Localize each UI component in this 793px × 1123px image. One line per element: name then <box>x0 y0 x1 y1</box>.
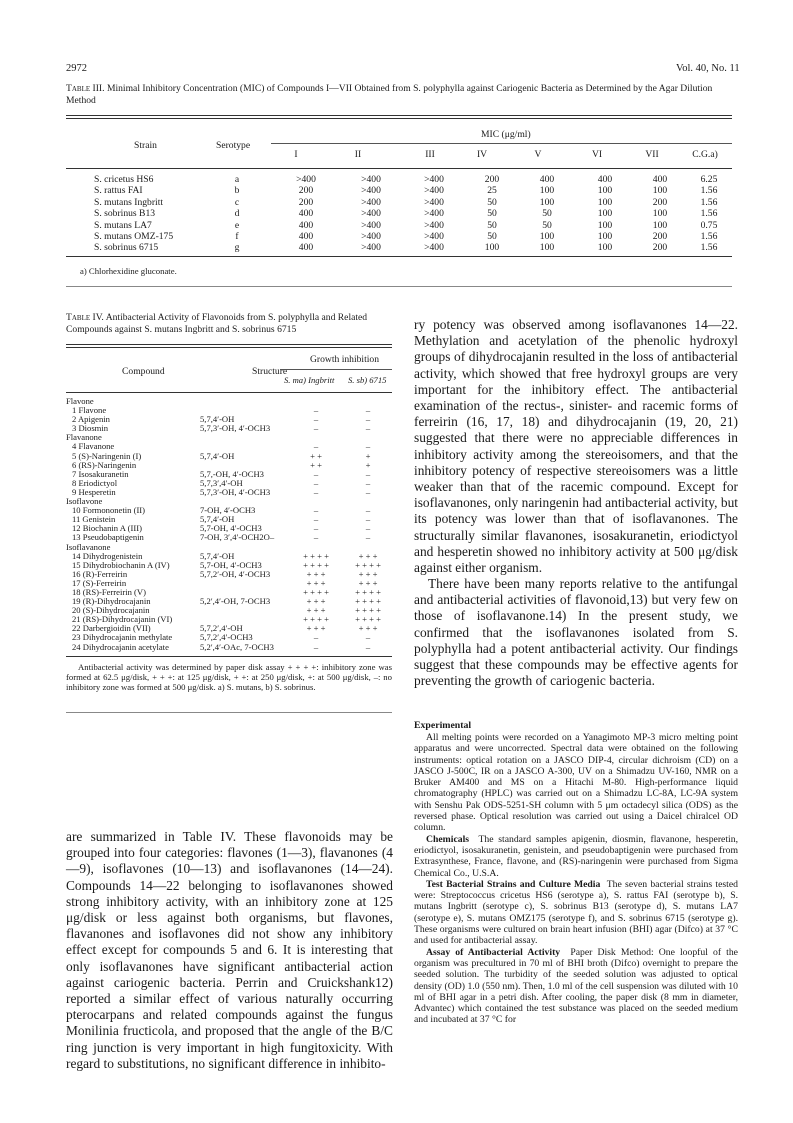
mic-value-cell: 0.75 <box>700 219 718 231</box>
mic-value-cell: 1.56 <box>700 208 718 220</box>
structure-cell: 5,7,2′,4′-OCH3 <box>200 632 253 643</box>
inhibition-cell: + + + <box>358 550 378 561</box>
table4-caption-text: Antibacterial Activity of Flavonoids from S. polyphylla and Related Compounds against S. mutans Ingbritt and S. sobrinus 6715 <box>66 312 368 335</box>
inhibition-cell: – <box>313 423 319 434</box>
inhibition-cell: – <box>313 468 319 479</box>
mic-value-cell: 50 <box>487 208 497 220</box>
mic-value-cell: 100 <box>652 219 668 231</box>
strains-text: The seven bacterial strains tested were: Streptococcus cricetus HS6 (serotype a), S. rattus FAI (serotype b), S. mutans Ingbritt (serotype c), S. sobrinus B13 (serotype d), S. mutans LA7 (serotype e), S. mutans OMZ175 (serotype f), and S. sobrinus 6715 (serotype g). These organisms were cultured on brain heart infusion (BHI) agar (Difco) at 37 °C and used for antibacterial assay. <box>414 878 738 947</box>
mic-value-cell: >400 <box>296 174 316 185</box>
mic-col-header: VII <box>645 149 659 160</box>
mic-value-cell: 400 <box>597 174 613 185</box>
mic-value-cell: 200 <box>652 231 668 243</box>
inhibition-cell: – <box>365 532 371 543</box>
mic-value-cell: 100 <box>539 231 555 243</box>
serotype-cell: g <box>234 242 240 254</box>
mic-value-cell: 100 <box>539 185 555 197</box>
inhibition-cell: + + + <box>358 623 378 634</box>
compound-cell: 12 Biochanin A (III) <box>72 523 142 534</box>
mic-value-cell: 50 <box>487 196 497 208</box>
mic-value-cell: >400 <box>424 208 444 220</box>
mic-value-cell: >400 <box>361 231 381 243</box>
compound-cell: 1 Flavone <box>72 405 107 416</box>
chemicals-heading: Chemicals <box>426 833 470 845</box>
serotype-cell: e <box>234 219 240 231</box>
compound-cell: 18 (RS)-Ferreirin (V) <box>72 586 146 597</box>
table-row <box>66 185 732 196</box>
inhibition-cell: – <box>365 641 371 652</box>
inhibition-cell: – <box>365 632 371 643</box>
strains-heading: Test Bacterial Strains and Culture Media <box>426 878 601 890</box>
strains-paragraph <box>414 879 738 947</box>
journal-volume: Vol. 40, No. 11 <box>676 63 740 74</box>
compound-cell: 22 Darbergioidin (VII) <box>72 623 151 634</box>
mic-value-cell: 6.25 <box>700 174 718 185</box>
strain-cell: S. cricetus HS6 <box>94 174 154 185</box>
structure-cell <box>200 579 288 588</box>
table3-caption <box>66 83 732 106</box>
inhibition-cell: + + <box>310 450 322 461</box>
compound-cell: 6 (RS)-Naringenin <box>72 459 137 470</box>
inhibition-cell: + + + + <box>355 614 381 625</box>
mic-value-cell: 200 <box>652 196 668 208</box>
table3-bottom-rule <box>66 256 732 257</box>
mic-value-cell: 400 <box>298 219 314 231</box>
inhibition-cell: – <box>313 414 319 425</box>
table4-end-rule <box>66 712 392 713</box>
inhibition-cell: + + + <box>306 596 326 607</box>
table3-body <box>66 174 732 254</box>
mic-value-cell: 200 <box>298 185 314 197</box>
inhibition-cell: + <box>365 450 371 461</box>
compound-cell: 4 Flavanone <box>72 441 115 452</box>
inhibition-cell: + + + <box>358 577 378 588</box>
mic-value-cell: >400 <box>424 196 444 208</box>
chemicals-paragraph <box>414 834 738 879</box>
mic-col-header: III <box>425 149 435 160</box>
structure-cell: 7-OH, 4′-OCH3 <box>200 505 256 516</box>
mic-value-cell: 100 <box>597 242 613 254</box>
inhibition-cell: – <box>313 486 319 497</box>
inhibition-cell: + + + + <box>303 614 329 625</box>
mic-subrule <box>271 143 732 144</box>
inhibition-cell: + + + <box>358 568 378 579</box>
inhibition-cell: – <box>313 523 319 534</box>
mic-value-cell: 25 <box>487 185 497 197</box>
table-row <box>66 231 732 242</box>
table3-header <box>66 124 732 162</box>
col-ss-header: S. sb) 6715 <box>348 375 387 385</box>
inhibition-cell: – <box>365 505 371 516</box>
mic-col-header: VI <box>591 149 603 160</box>
compound-cell: 23 Dihydrocajanin methylate <box>72 632 173 643</box>
table-group-row <box>66 397 392 406</box>
col-sm-header: S. ma) Ingbritt <box>284 375 335 385</box>
table-row <box>66 488 392 497</box>
compound-cell: 14 Dihydrogenistein <box>72 550 143 561</box>
inhibition-cell: – <box>365 468 371 479</box>
mic-value-cell: 400 <box>298 242 314 254</box>
compound-cell: 8 Eriodictyol <box>72 477 118 488</box>
mic-value-cell: 400 <box>652 174 668 185</box>
experimental-section <box>414 732 738 1026</box>
mic-value-cell: 200 <box>298 196 314 208</box>
assay-paragraph <box>414 947 738 1026</box>
table-row <box>66 533 392 542</box>
mic-value-cell: >400 <box>361 174 381 185</box>
table3-top-rule <box>66 115 732 119</box>
strain-cell: S. mutans Ingbritt <box>94 196 164 208</box>
inhibition-cell: + + + + <box>355 596 381 607</box>
mic-col-header: C.G.a) <box>692 149 718 160</box>
serotype-cell: c <box>234 196 240 208</box>
mic-value-cell: 100 <box>539 242 555 254</box>
mic-value-cell: 100 <box>652 208 668 220</box>
mic-value-cell: 100 <box>652 185 668 197</box>
mic-value-cell: 1.56 <box>700 185 718 197</box>
table3-caption-text: Minimal Inhibitory Concentration (MIC) of Compounds I—VII Obtained from S. polyphylla against Cariogenic Bacteria as Determined by the Agar Dilution Method <box>66 83 713 106</box>
inhibition-cell: – <box>313 505 319 516</box>
structure-cell: 5,7-OH, 4′-OCH3 <box>200 523 262 534</box>
strain-cell: S. rattus FAI <box>94 185 143 197</box>
col-structure-header: Structure <box>252 366 288 377</box>
serotype-cell: f <box>235 231 239 243</box>
compound-cell: 2 Apigenin <box>72 414 110 425</box>
mic-value-cell: >400 <box>424 219 444 231</box>
compound-cell: 9 Hesperetin <box>72 486 116 497</box>
inhibition-cell: – <box>313 514 319 525</box>
mic-value-cell: 400 <box>298 208 314 220</box>
compound-cell: 5 (S)-Naringenin (I) <box>72 450 142 461</box>
structure-cell <box>200 606 288 615</box>
mic-value-cell: >400 <box>361 242 381 254</box>
mic-col-header: II <box>354 149 362 160</box>
inhibition-cell: + + <box>310 459 322 470</box>
inhibition-cell: – <box>365 486 371 497</box>
table4-caption <box>66 312 392 335</box>
mic-col-header: V <box>534 149 542 160</box>
col-compound-header: Compound <box>122 366 165 377</box>
mic-value-cell: 50 <box>542 219 552 231</box>
mic-value-cell: 200 <box>652 242 668 254</box>
inhibition-cell: – <box>313 477 319 488</box>
right-column-body-1: ry potency was observed among isoflavanones 14—22. Methylation and acetylation of the phenolic hydroxyl groups of dihydrocajanin resulted in the loss of antibacterial activity, which showed that free hydroxyl groups are very important for the inhibitory effect. The antibacterial examination of the rectus-, sinister- and racemic forms of ferreirin (16, 17, 18) and dihydrocajanin (19, 20, 21) suggested that there were no appreciable differences in inhibitory activity among the stereoisomers, and that the inhibitory potency of respective stereoisomers was a little weaker than that of the racemic compound. Except for isoflavanones, only naringenin had antibacterial activity, but its potency was lower than that of isoflavanones. The structurally similar flavanones, isosakuranetin, eriodictyol and hesperetin showed no inhibitory activity at 500 μg/disk against either organism. <box>414 317 738 576</box>
mic-value-cell: 400 <box>539 174 555 185</box>
compound-cell: 7 Isosakuranetin <box>72 468 129 479</box>
mic-value-cell: 100 <box>484 242 500 254</box>
compound-cell: 24 Dihydrocajanin acetylate <box>72 641 169 652</box>
strain-cell: S. mutans OMZ-175 <box>94 231 174 243</box>
mic-value-cell: 100 <box>597 208 613 220</box>
compound-cell: 21 (RS)-Dihydrocajanin (VI) <box>72 614 173 625</box>
table-row <box>66 174 732 185</box>
experimental-paragraph: All melting points were recorded on a Yanagimoto MP-3 micro melting point apparatus and were uncorrected. Spectral data were obtained on the following instruments: optical rotation on a JASCO DIP-4, circular dichroism (CD) on a JASCO J-500C, IR on a JASCO A-300, UV on a Shimadzu UV-160, NMR on a Bruker AM400 and MS on a Hitachi M-80. High-performance liquid chromatography (HPLC) was carried out on a Shimadzu LC-8A, LC-9A system with Senshu Pak ODS-5251-SH column with 5 μm octadecyl silica (ODS) as the reversed phase. Optical resolution was carried out using a Daicel chiralcel OD column. <box>414 732 738 834</box>
mic-value-cell: >400 <box>424 185 444 197</box>
structure-cell: 5,7,3′-OH, 4′-OCH3 <box>200 486 271 497</box>
inhibition-cell: + + + <box>306 568 326 579</box>
inhibition-cell: – <box>313 532 319 543</box>
table-row <box>66 197 732 208</box>
strain-cell: S. mutans LA7 <box>94 219 152 231</box>
structure-cell: 5,7,3′,4′-OH <box>200 477 243 488</box>
mic-value-cell: >400 <box>424 174 444 185</box>
col-growth-header: Growth inhibition <box>310 354 380 365</box>
inhibition-cell: – <box>313 632 319 643</box>
mic-col-header: IV <box>476 149 488 160</box>
inhibition-cell: – <box>313 405 319 416</box>
assay-text: Paper Disk Method: One loopful of the organism was precultured in 70 ml of BHI broth (Difco) overnight to prepare the seeded solution. The turbidity of the seeded solution was adjusted to optical density (OD) 1.0 (550 nm). Then, 1.0 ml of the cell suspension was diluted with 10 ml of BHI agar in a petri dish. After cooling, the paper disk (8 mm in diameter, Advantec) which contained the test substance was placed on the seeded medium and incubated at 37 °C for <box>414 946 738 1026</box>
compound-cell: 17 (S)-Ferreirin <box>72 577 127 588</box>
col-serotype-header: Serotype <box>216 140 251 151</box>
inhibition-cell: – <box>365 405 371 416</box>
inhibition-cell: + + + + <box>355 586 381 597</box>
mic-value-cell: >400 <box>361 219 381 231</box>
table-row <box>66 424 392 433</box>
inhibition-cell: – <box>365 423 371 434</box>
mic-value-cell: 100 <box>597 219 613 231</box>
experimental-heading: Experimental <box>414 720 472 731</box>
inhibition-cell: – <box>365 523 371 534</box>
inhibition-cell: – <box>313 441 319 452</box>
mic-value-cell: >400 <box>424 242 444 254</box>
structure-cell: 5,7,4′-OH <box>200 450 235 461</box>
compound-group-label: Isoflavone <box>66 496 103 507</box>
mic-value-cell: 100 <box>539 196 555 208</box>
structure-cell: 5,7,4′-OH <box>200 550 235 561</box>
structure-cell: 5,7,2′,4′-OH <box>200 623 243 634</box>
compound-cell: 11 Genistein <box>72 514 116 525</box>
mic-value-cell: 50 <box>487 219 497 231</box>
mic-value-cell: 100 <box>597 185 613 197</box>
serotype-cell: b <box>234 185 240 197</box>
table-group-row <box>66 433 392 442</box>
compound-group-label: Flavone <box>66 396 94 406</box>
table3-caption-label: Table III. <box>66 83 105 94</box>
inhibition-cell: + + + + <box>303 586 329 597</box>
mic-value-cell: >400 <box>424 231 444 243</box>
mic-value-cell: 100 <box>597 196 613 208</box>
mic-value-cell: 1.56 <box>700 231 718 243</box>
mic-value-cell: >400 <box>361 185 381 197</box>
compound-cell: 13 Pseudobaptigenin <box>72 532 144 543</box>
mic-value-cell: 100 <box>597 231 613 243</box>
inhibition-cell: + + + <box>306 623 326 634</box>
table-row <box>66 220 732 231</box>
table-row <box>66 643 392 652</box>
inhibition-cell: + + + <box>306 577 326 588</box>
structure-cell: 5,7,4′-OH <box>200 514 235 525</box>
compound-cell: 19 (R)-Dihydrocajanin <box>72 596 151 607</box>
table-row <box>66 242 732 253</box>
table4-top-rule <box>66 344 392 348</box>
chemicals-text: The standard samples apigenin, diosmin, flavanone, hesperetin, eriodictyol, isosakuranetin, genistein, and pseudobaptigenin were purchased from Extrasynthese, France, flavone, and (RS)-naringenin were purchased from Sigma Chemical Co., U.S.A. <box>414 833 739 879</box>
structure-cell: 5,7,3′-OH, 4′-OCH3 <box>200 423 271 434</box>
table4-header-rule <box>66 392 392 393</box>
table-row <box>66 208 732 219</box>
assay-heading: Assay of Antibacterial Activity <box>426 946 561 958</box>
inhibition-cell: – <box>313 641 319 652</box>
table3-header-rule <box>66 168 732 169</box>
inhibition-cell: – <box>365 414 371 425</box>
compound-group-label: Isoflavanone <box>66 541 111 552</box>
inhibition-cell: + + + <box>306 605 326 616</box>
serotype-cell: a <box>234 174 240 185</box>
inhibition-cell: + <box>365 459 371 470</box>
structure-cell: 5,7-OH, 4′-OCH3 <box>200 559 262 570</box>
inhibition-cell: – <box>365 441 371 452</box>
compound-cell: 3 Diosmin <box>72 423 109 434</box>
table4-footnote: Antibacterial activity was determined by paper disk assay + + + +: inhibitory zone was formed at 62.5 μg/disk, + + +: at 125 μg/disk, + +: at 250 μg/disk, +: at 500 μg/disk, –: no inhibitory zone was formed at 500 μg/disk. a) S. mutans, b) S. sobrinus. <box>66 662 392 693</box>
col-mic-header: MIC (μg/ml) <box>481 129 531 140</box>
right-column-body-2: There have been many reports relative to the antifungal and antibacterial activities of flavonoid,13) but very few on those of isoflavanone.14) In the present study, we confirmed that the isoflavanones isolated from S. polyphylla had a potent antibacterial activity. Our findings suggest that these compounds may be effective agents for preventing the growth of cariogenic bacteria. <box>414 576 738 689</box>
serotype-cell: d <box>234 208 240 220</box>
inhibition-cell: – <box>365 477 371 488</box>
left-column-body: are summarized in Table IV. These flavonoids may be grouped into four categories: flavones (1—3), flavanones (4—9), isoflavones (10—13) and isoflavanones (14—24). Compounds 14—22 belonging to isoflavanones showed strong inhibitory activity, with an inhibitory zone at 125 μg/disk or less against both organisms, but flavones, flavanones and isoflavones did not show any inhibitory effect except for compounds 5 and 6. It is interesting that only isoflavanones have significant antibacterial action against cariogenic bacteria. Perrin and Cruickshank12) reported a similar effect of various naturally occurring pterocarpans and related compounds against the fungus Monilinia fructicola, and proposed that the angle of the B/C ring junction is very important in high fungitoxicity. With regard to substitutions, no significant difference in inhibito- <box>66 829 393 1071</box>
structure-cell: 5,7,2′-OH, 4′-OCH3 <box>200 568 271 579</box>
structure-cell: 5,7,4′-OH <box>200 414 235 425</box>
compound-cell: 10 Formononetin (II) <box>72 505 146 516</box>
structure-cell: 7-OH, 3′,4′-OCH2O– <box>200 532 275 543</box>
inhibition-cell: + + + + <box>303 559 329 570</box>
strain-cell: S. sobrinus B13 <box>94 208 156 220</box>
mic-value-cell: 200 <box>484 174 500 185</box>
strain-cell: S. sobrinus 6715 <box>94 242 159 254</box>
compound-cell: 20 (S)-Dihydrocajanin <box>72 605 150 616</box>
table3-end-rule <box>66 286 732 287</box>
mic-value-cell: >400 <box>361 196 381 208</box>
inhibition-cell: + + + + <box>355 605 381 616</box>
mic-value-cell: 1.56 <box>700 242 718 254</box>
table4-bottom-rule <box>66 656 392 657</box>
structure-cell: 5,2′,4′-OH, 7-OCH3 <box>200 596 271 607</box>
table4-caption-label: Table IV. <box>66 312 104 323</box>
inhibition-cell: – <box>365 514 371 525</box>
growth-subrule <box>280 369 392 370</box>
mic-value-cell: 50 <box>542 208 552 220</box>
compound-cell: 16 (R)-Ferreirin <box>72 568 128 579</box>
mic-value-cell: 50 <box>487 231 497 243</box>
structure-cell: 5,7,-OH, 4′-OCH3 <box>200 468 264 479</box>
table4-header <box>66 350 392 390</box>
mic-value-cell: >400 <box>361 208 381 220</box>
inhibition-cell: + + + + <box>303 550 329 561</box>
structure-cell: 5,2′,4′-OAc, 7-OCH3 <box>200 641 274 652</box>
mic-col-header: I <box>294 149 298 160</box>
inhibition-cell: + + + + <box>355 559 381 570</box>
compound-group-label: Flavanone <box>66 432 102 443</box>
col-strain-header: Strain <box>134 140 157 151</box>
table4-body <box>66 397 392 652</box>
table3-footnote: a) Chlorhexidine gluconate. <box>80 266 177 276</box>
page-number: 2972 <box>66 63 87 74</box>
compound-cell: 15 Dihydrobiochanin A (IV) <box>72 559 170 570</box>
mic-value-cell: 1.56 <box>700 196 718 208</box>
mic-value-cell: 400 <box>298 231 314 243</box>
